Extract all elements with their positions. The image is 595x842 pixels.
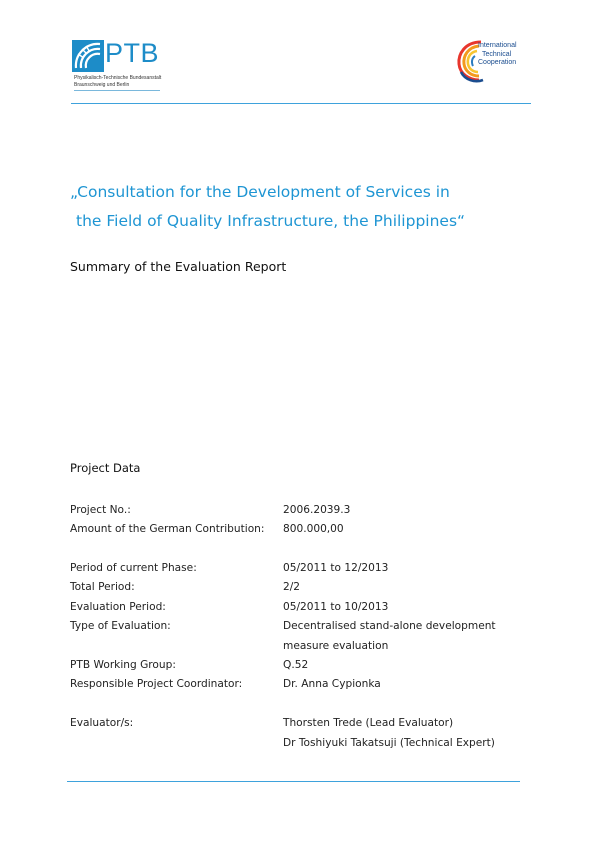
row-value-line1: Thorsten Trede (Lead Evaluator) [283,717,454,729]
row-label: PTB Working Group: [70,659,176,671]
row-value-line1: Decentralised stand-alone development [283,620,496,632]
ptb-logo-subtitle [74,75,161,88]
row-value: 05/2011 to 10/2013 [283,601,389,613]
row-label: Evaluator/s: [70,717,134,729]
itc-logo-text [478,42,517,68]
row-value: Dr. Anna Cypionka [283,678,381,690]
title-line1: „Consultation for the Development of Services in [70,183,450,201]
row-label: Responsible Project Coordinator: [70,678,243,690]
project-data-heading: Project Data [70,461,141,475]
row-label: Evaluation Period: [70,601,166,613]
itc-line1: International [478,42,517,49]
row-value: 800.000,00 [283,523,344,535]
ptb-subtitle-line1: Physikalisch-Technische Bundesanstalt [74,75,162,81]
itc-line3: Cooperation [478,59,517,66]
row-label: Period of current Phase: [70,562,197,574]
footer-divider [67,781,520,782]
title-line2: the Field of Quality Infrastructure, the Philippines“ [76,212,466,230]
row-value: Q.52 [283,659,309,671]
itc-line2: Technical [482,50,512,58]
row-label: Project No.: [70,504,131,516]
itc-logo [455,38,535,88]
row-value: 05/2011 to 12/2013 [283,562,389,574]
row-value [283,617,496,656]
header-divider [71,103,531,104]
row-label: Type of Evaluation: [70,620,171,632]
document-title [70,178,465,236]
row-value: 2006.2039.3 [283,504,351,516]
row-value-line2: measure evaluation [283,639,389,652]
row-label: Total Period: [70,581,135,593]
row-value: 2/2 [283,581,301,593]
ptb-subtitle-line2: Braunschweig und Berlin [74,81,130,88]
ptb-logo-text: PTB [105,38,160,68]
ptb-logo [72,38,172,96]
ptb-emblem-icon [72,40,104,72]
row-value-line2: Dr Toshiyuki Takatsuji (Technical Expert) [283,736,495,749]
ptb-logo-underline [74,90,160,91]
row-label: Amount of the German Contribution: [70,523,265,535]
row-value [283,714,495,753]
document-subtitle: Summary of the Evaluation Report [70,259,287,274]
